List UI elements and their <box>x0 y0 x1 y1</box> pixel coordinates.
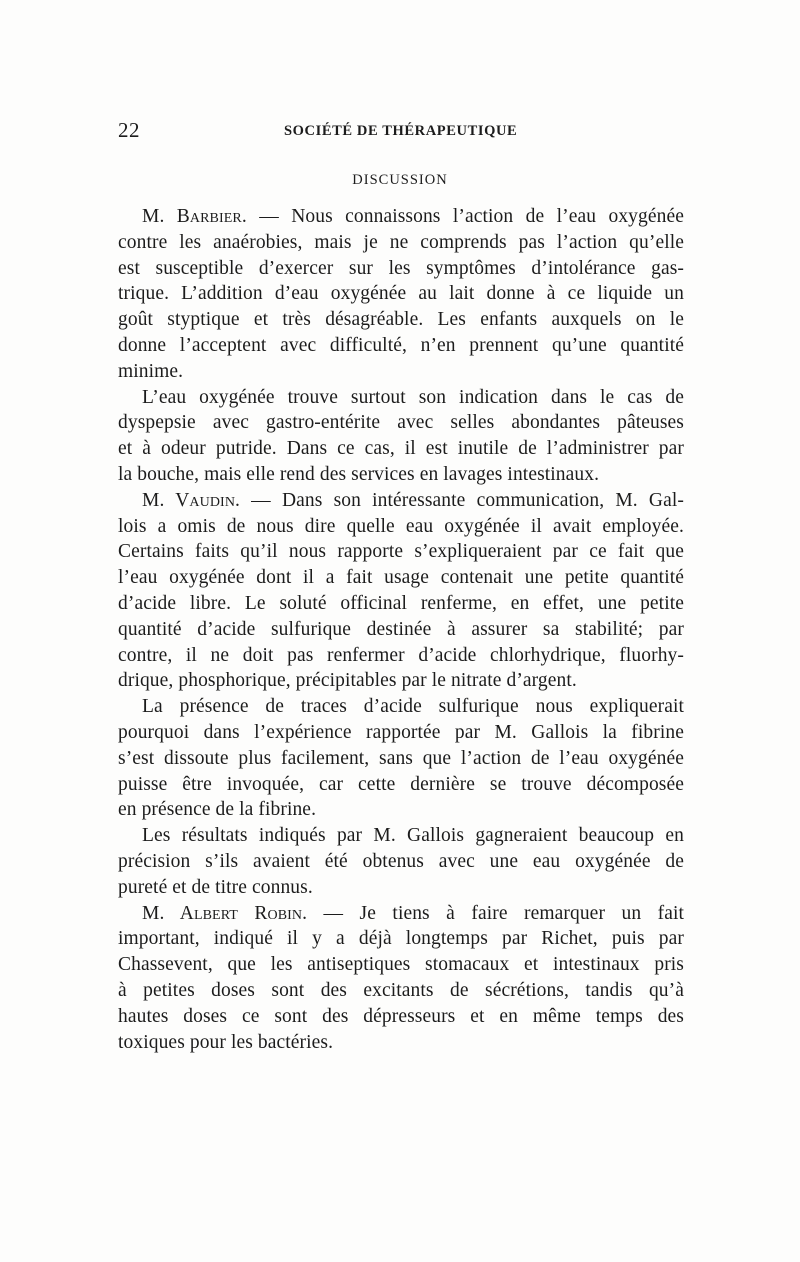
text-line: important, indiqué il y a déjà longtemps par Richet, puis par <box>118 928 684 950</box>
text-line: Chassevent, que les antiseptiques stomacaux et intestinaux pris <box>118 954 684 976</box>
text-line: dyspepsie avec gastro-entérite avec selles abondantes pâteuses <box>118 412 684 434</box>
text-line: M. Vaudin. — Dans son intéressante communication, M. Gal- <box>142 489 684 511</box>
text-line: toxiques pour les bactéries. <box>118 1031 334 1053</box>
text-line: quantité d’acide sulfurique destinée à assurer sa stabilité; par <box>118 618 684 640</box>
text-line: pureté et de titre connus. <box>118 876 313 898</box>
text-line: puisse être invoquée, car cette dernière se trouve décomposée <box>118 773 684 795</box>
text-line: goût styptique et très désagréable. Les enfants auxquels on le <box>118 309 684 331</box>
text-line: d’acide libre. Le soluté officinal renferme, en effet, une petite <box>118 592 684 614</box>
text-line: M. Barbier. — Nous connaissons l’action de l’eau oxygénée <box>142 206 684 227</box>
paragraph <box>118 385 684 488</box>
speaker-name: M. Albert Robin. <box>142 902 308 924</box>
text-line: l’eau oxygénée dont il a fait usage contenait une petite quantité <box>118 567 684 589</box>
text-line: Certains faits qu’il nous rapporte s’expliqueraient par ce fait que <box>118 541 684 563</box>
text-line: L’eau oxygénée trouve surtout son indication dans le cas de <box>142 386 684 408</box>
text-line: à petites doses sont des excitants de sécrétions, tandis qu’à <box>118 979 684 1001</box>
text-line: et à odeur putride. Dans ce cas, il est inutile de l’administrer par <box>118 438 684 460</box>
text-line: lois a omis de nous dire quelle eau oxygénée il avait employée. <box>118 515 684 537</box>
text-line: est susceptible d’exercer sur les symptômes d’intolérance gas- <box>118 257 684 279</box>
text-line: drique, phosphorique, précipitables par le nitrate d’argent. <box>118 670 577 692</box>
speaker-name: M. Vaudin. <box>142 489 240 511</box>
text-line: contre, il ne doit pas renfermer d’acide chlorhydrique, fluorhy- <box>118 644 684 666</box>
speaker-name: M. Barbier. <box>142 206 247 227</box>
paragraph <box>118 694 684 823</box>
text-line: la bouche, mais elle rend des services en lavages intestinaux. <box>118 463 600 485</box>
running-title: SOCIÉTÉ DE THÉRAPEUTIQUE <box>284 123 518 139</box>
text-line: en présence de la fibrine. <box>118 799 317 821</box>
paragraph <box>118 488 684 694</box>
text-line: trique. L’addition d’eau oxygénée au lait donne à ce liquide un <box>118 283 684 305</box>
paragraph <box>118 204 684 385</box>
text-line: contre les anaérobies, mais je ne comprends pas l’action qu’elle <box>118 231 684 253</box>
text-line: pourquoi dans l’expérience rapportée par M. Gallois la fibrine <box>118 721 684 743</box>
text-line: précision s’ils avaient été obtenus avec une eau oxygénée de <box>118 850 684 872</box>
text-line: s’est dissoute plus facilement, sans que l’action de l’eau oxygénée <box>118 747 684 769</box>
paragraph <box>118 901 684 1056</box>
page-number: 22 <box>118 118 140 142</box>
text-line: M. Albert Robin. — Je tiens à faire remarquer un fait <box>142 902 684 924</box>
text-line: Les résultats indiqués par M. Gallois gagneraient beaucoup en <box>142 825 684 847</box>
text-line: donne l’acceptent avec difficulté, n’en prennent qu’une quantité <box>118 334 684 356</box>
text-line: minime. <box>118 360 184 382</box>
text-line: La présence de traces d’acide sulfurique nous expliquerait <box>142 696 684 718</box>
body-text <box>118 204 684 1055</box>
paragraph <box>118 823 684 900</box>
text-line: hautes doses ce sont des dépresseurs et en même temps des <box>118 1005 684 1027</box>
section-heading: DISCUSSION <box>352 172 448 188</box>
running-head <box>118 118 684 144</box>
